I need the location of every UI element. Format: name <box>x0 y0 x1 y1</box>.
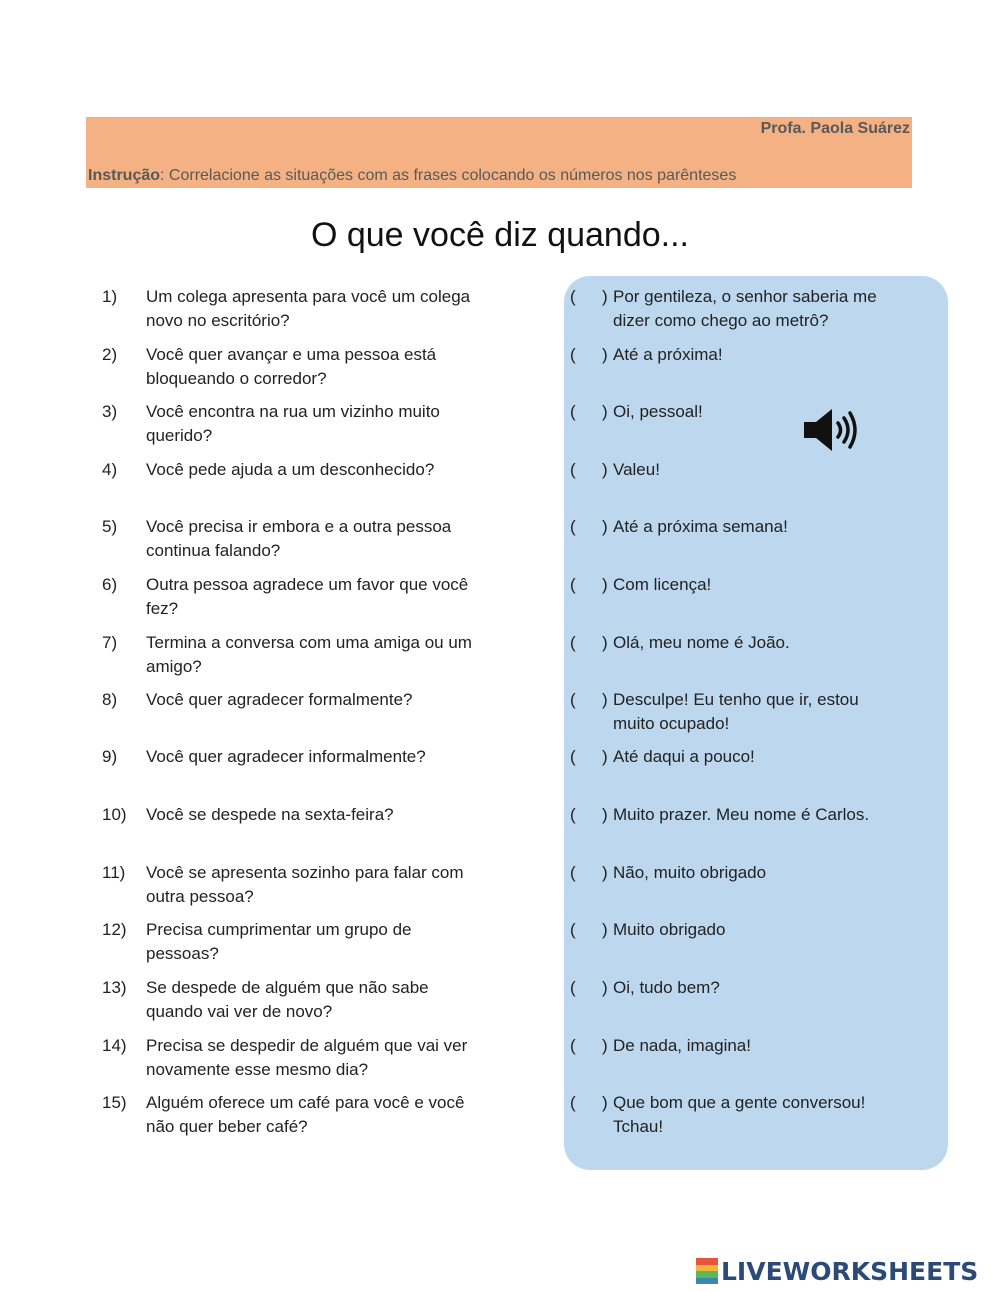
question-text: Você se apresenta sozinho para falar com outra pessoa? <box>146 863 464 906</box>
question-text: Se despede de alguém que não sabe quando vai ver de novo? <box>146 978 429 1021</box>
liveworksheets-logo <box>696 1256 978 1286</box>
answer-blank-close: ) <box>602 690 608 709</box>
question-text: Você quer agradecer formalmente? <box>146 690 413 709</box>
question-text: Um colega apresenta para você um colega novo no escritório? <box>146 287 471 330</box>
question-number: 5) <box>102 517 118 536</box>
question-text: Você quer avançar e uma pessoa está bloqueando o corredor? <box>146 345 437 388</box>
question-text: Precisa cumprimentar um grupo de pessoas? <box>146 920 412 963</box>
question-number: 8) <box>102 690 118 709</box>
answer-blank-close: ) <box>602 1093 608 1112</box>
answer-blank-close: ) <box>602 863 608 882</box>
answer-text: Oi, pessoal! <box>613 402 703 421</box>
speaker-icon[interactable] <box>802 407 858 453</box>
answer-blank-open[interactable]: ( <box>570 690 576 709</box>
answer-blank-open[interactable]: ( <box>570 805 576 824</box>
answer-blank-open[interactable]: ( <box>570 460 576 479</box>
answer-blank-open[interactable]: ( <box>570 633 576 652</box>
question-text: Termina a conversa com uma amiga ou um amigo? <box>146 633 472 676</box>
question-text: Você pede ajuda a um desconhecido? <box>146 460 435 479</box>
question-number: 2) <box>102 345 118 364</box>
teacher-name: Profa. Paola Suárez <box>760 120 910 137</box>
answer-text: Até daqui a pouco! <box>613 747 755 766</box>
answer-blank-close: ) <box>602 633 608 652</box>
answer-blank-close: ) <box>602 805 608 824</box>
question-number: 7) <box>102 633 118 652</box>
question-number: 9) <box>102 747 118 766</box>
answer-text: Olá, meu nome é João. <box>613 633 790 652</box>
answer-blank-open[interactable]: ( <box>570 575 576 594</box>
answer-text: Muito obrigado <box>613 920 726 939</box>
answer-blank-open[interactable]: ( <box>570 747 576 766</box>
answer-blank-open[interactable]: ( <box>570 517 576 536</box>
question-text: Você precisa ir embora e a outra pessoa continua falando? <box>146 517 452 560</box>
answer-text: De nada, imagina! <box>613 1036 751 1055</box>
question-text: Precisa se despedir de alguém que vai ver novamente esse mesmo dia? <box>146 1036 468 1079</box>
answer-blank-close: ) <box>602 460 608 479</box>
question-number: 1) <box>102 287 118 306</box>
question-number: 6) <box>102 575 118 594</box>
question-text: Outra pessoa agradece um favor que você fez? <box>146 575 469 618</box>
answer-blank-open[interactable]: ( <box>570 1093 576 1112</box>
question-number: 12) <box>102 920 127 939</box>
question-text: Você encontra na rua um vizinho muito querido? <box>146 402 440 445</box>
answer-blank-open[interactable]: ( <box>570 920 576 939</box>
question-number: 14) <box>102 1036 127 1055</box>
answer-text: Valeu! <box>613 460 660 479</box>
logo-text: LIVEWORKSHEETS <box>721 1256 979 1286</box>
answer-text: Até a próxima semana! <box>613 517 788 536</box>
answer-blank-close: ) <box>602 920 608 939</box>
answer-blank-close: ) <box>602 517 608 536</box>
answer-blank-open[interactable]: ( <box>570 1036 576 1055</box>
answer-blank-close: ) <box>602 402 608 421</box>
answer-blank-close: ) <box>602 287 608 306</box>
answer-text: Que bom que a gente conversou! Tchau! <box>613 1093 866 1136</box>
answer-blank-close: ) <box>602 747 608 766</box>
answer-blank-open[interactable]: ( <box>570 978 576 997</box>
answer-text: Por gentileza, o senhor saberia me dizer como chego ao metrô? <box>613 287 877 330</box>
header-banner <box>86 117 912 188</box>
answer-blank-close: ) <box>602 978 608 997</box>
answer-blank-open[interactable]: ( <box>570 287 576 306</box>
answer-blank-close: ) <box>602 345 608 364</box>
answer-blank-open[interactable]: ( <box>570 402 576 421</box>
question-text: Você se despede na sexta-feira? <box>146 805 394 824</box>
answer-blank-open[interactable]: ( <box>570 863 576 882</box>
question-text: Você quer agradecer informalmente? <box>146 747 426 766</box>
page-title: O que você diz quando... <box>310 216 690 254</box>
question-number: 4) <box>102 460 118 479</box>
question-number: 13) <box>102 978 127 997</box>
instruction <box>88 167 736 185</box>
answer-blank-open[interactable]: ( <box>570 345 576 364</box>
answer-text: Desculpe! Eu tenho que ir, estou muito ocupado! <box>613 690 859 733</box>
answer-blank-close: ) <box>602 575 608 594</box>
answer-text: Com licença! <box>613 575 712 594</box>
instruction-text: : Correlacione as situações com as frases colocando os números nos parênteses <box>160 167 737 184</box>
question-number: 3) <box>102 402 118 421</box>
question-number: 11) <box>102 863 126 882</box>
answer-text: Oi, tudo bem? <box>613 978 720 997</box>
answer-text: Muito prazer. Meu nome é Carlos. <box>613 805 870 824</box>
question-text: Alguém oferece um café para você e você não quer beber café? <box>146 1093 465 1136</box>
answer-text: Não, muito obrigado <box>613 863 767 882</box>
instruction-label: Instrução <box>88 167 161 184</box>
answer-blank-close: ) <box>602 1036 608 1055</box>
question-number: 10) <box>102 805 127 824</box>
question-number: 15) <box>102 1093 127 1112</box>
logo-mark <box>696 1258 718 1284</box>
answer-text: Até a próxima! <box>613 345 723 364</box>
